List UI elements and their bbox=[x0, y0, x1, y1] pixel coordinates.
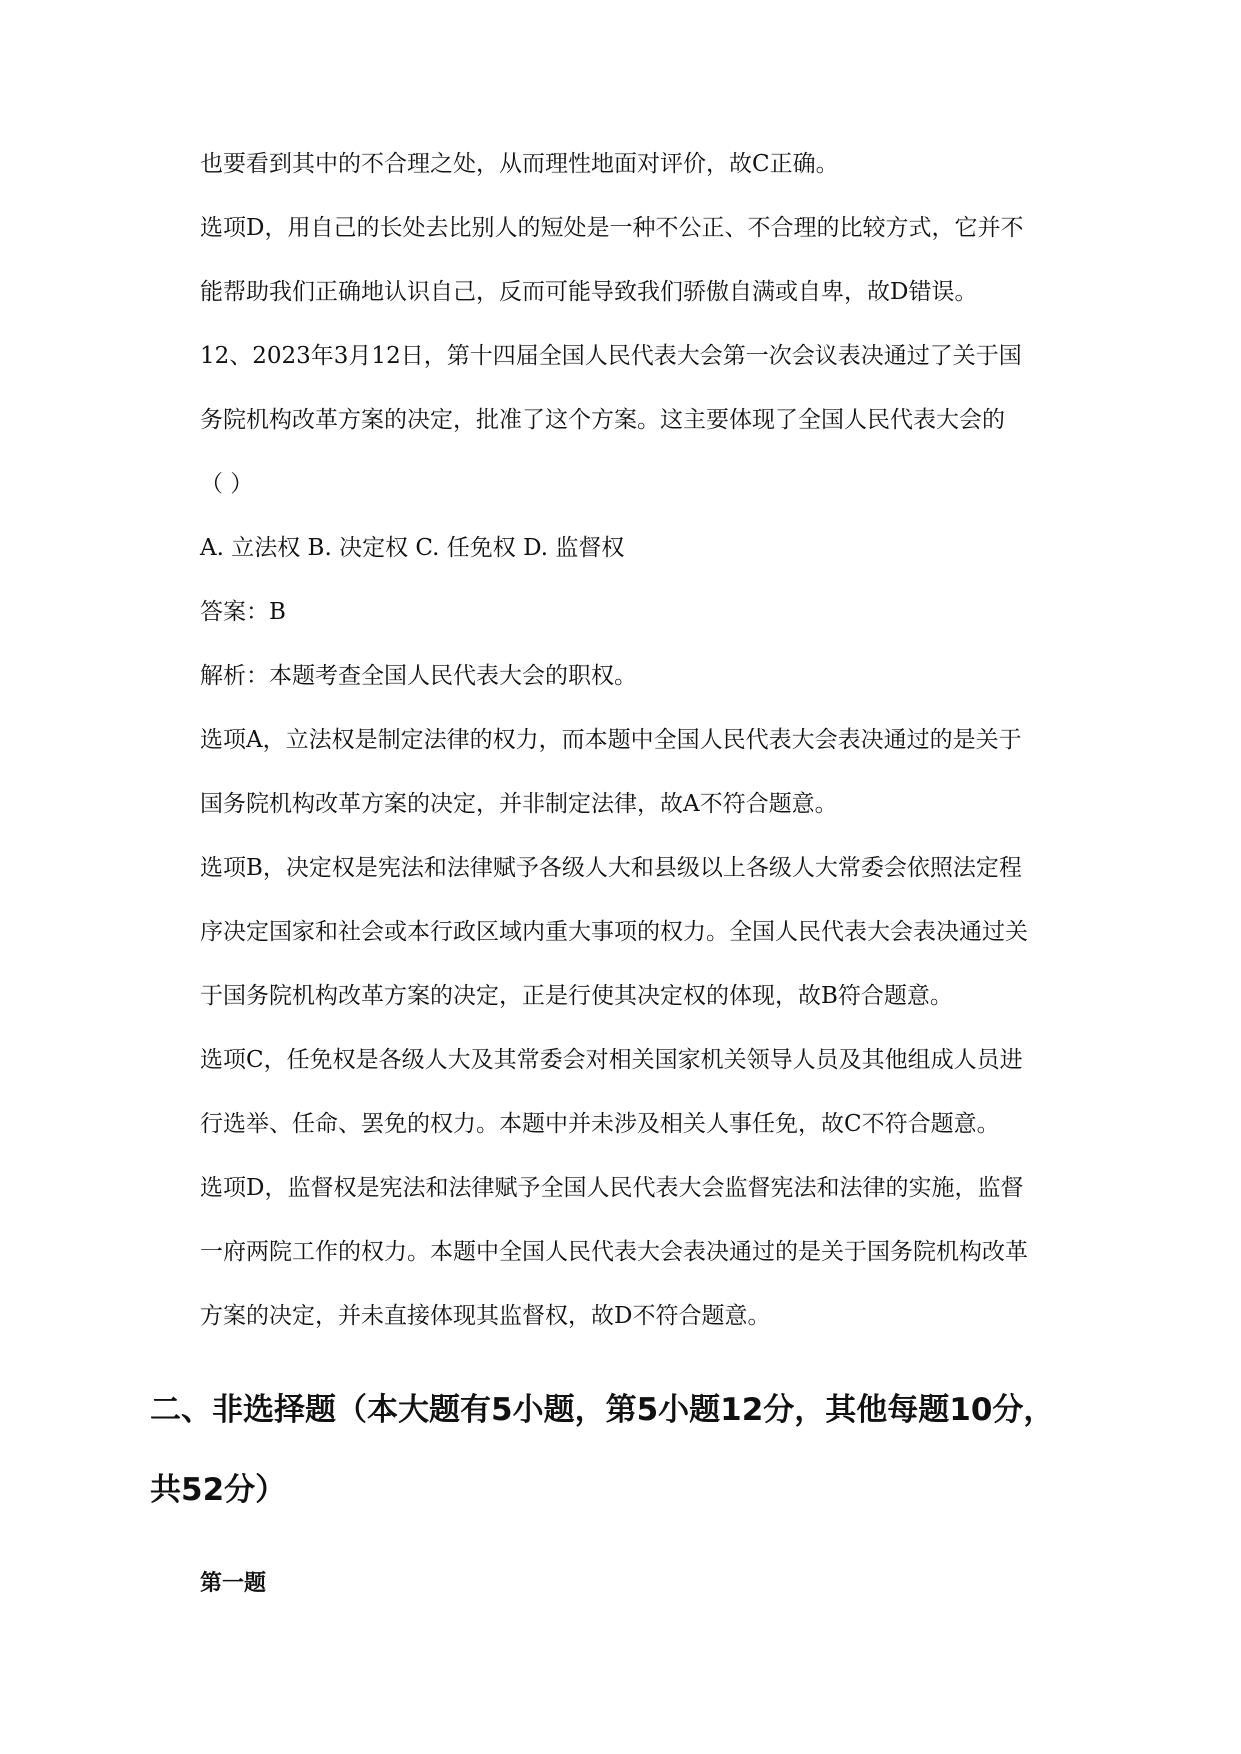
option-d-analysis: 选项D，监督权是宪法和法律赋予全国人民代表大会监督宪法和法律的实施，监督 bbox=[200, 1175, 1024, 1201]
text-line: 于国务院机构改革方案的决定，正是行使其决定权的体现，故B符合题意。 bbox=[200, 983, 953, 1009]
question-12-options: A. 立法权 B. 决定权 C. 任免权 D. 监督权 bbox=[200, 535, 625, 561]
option-b-analysis: 选项B，决定权是宪法和法律赋予各级人大和县级以上各级人大常委会依照法定程 bbox=[200, 855, 1022, 881]
question-subheading: 第一题 bbox=[200, 1571, 267, 1596]
text-line: 也要看到其中的不合理之处，从而理性地面对评价，故C正确。 bbox=[200, 151, 839, 177]
text-line: 务院机构改革方案的决定，批准了这个方案。这主要体现了全国人民代表大会的 bbox=[200, 407, 1005, 433]
section-heading-line-1: 二、非选择题（本大题有5小题，第5小题12分，其他每题10分， bbox=[150, 1392, 1055, 1428]
text-line: 能帮助我们正确地认识自己，反而可能导致我们骄傲自满或自卑，故D错误。 bbox=[200, 279, 978, 305]
section-heading-line-2: 共52分） bbox=[150, 1472, 287, 1508]
answer-line: 答案：B bbox=[200, 599, 286, 625]
section-heading bbox=[150, 1370, 1110, 1530]
option-a-analysis: 选项A，立法权是制定法律的权力，而本题中全国人民代表大会表决通过的是关于 bbox=[200, 727, 1022, 753]
analysis-line: 解析：本题考查全国人民代表大会的职权。 bbox=[200, 663, 637, 689]
text-line: 序决定国家和社会或本行政区域内重大事项的权力。全国人民代表大会表决通过关 bbox=[200, 919, 1028, 945]
body-text bbox=[200, 132, 1100, 1348]
text-line: 行选举、任命、罢免的权力。本题中并未涉及相关人事任免，故C不符合题意。 bbox=[200, 1111, 1000, 1137]
text-line: 方案的决定，并未直接体现其监督权，故D不符合题意。 bbox=[200, 1303, 771, 1329]
text-line: 国务院机构改革方案的决定，并非制定法律，故A不符合题意。 bbox=[200, 791, 838, 817]
text-line: 选项D，用自己的长处去比别人的短处是一种不公正、不合理的比较方式，它并不 bbox=[200, 215, 1024, 241]
question-12-stem: 12、2023年3月12日，第十四届全国人民代表大会第一次会议表决通过了关于国 bbox=[200, 343, 1022, 369]
answer-blank: （ ） bbox=[200, 471, 254, 497]
text-line: 一府两院工作的权力。本题中全国人民代表大会表决通过的是关于国务院机构改革 bbox=[200, 1239, 1028, 1265]
option-c-analysis: 选项C，任免权是各级人大及其常委会对相关国家机关领导人员及其他组成人员进 bbox=[200, 1047, 1023, 1073]
